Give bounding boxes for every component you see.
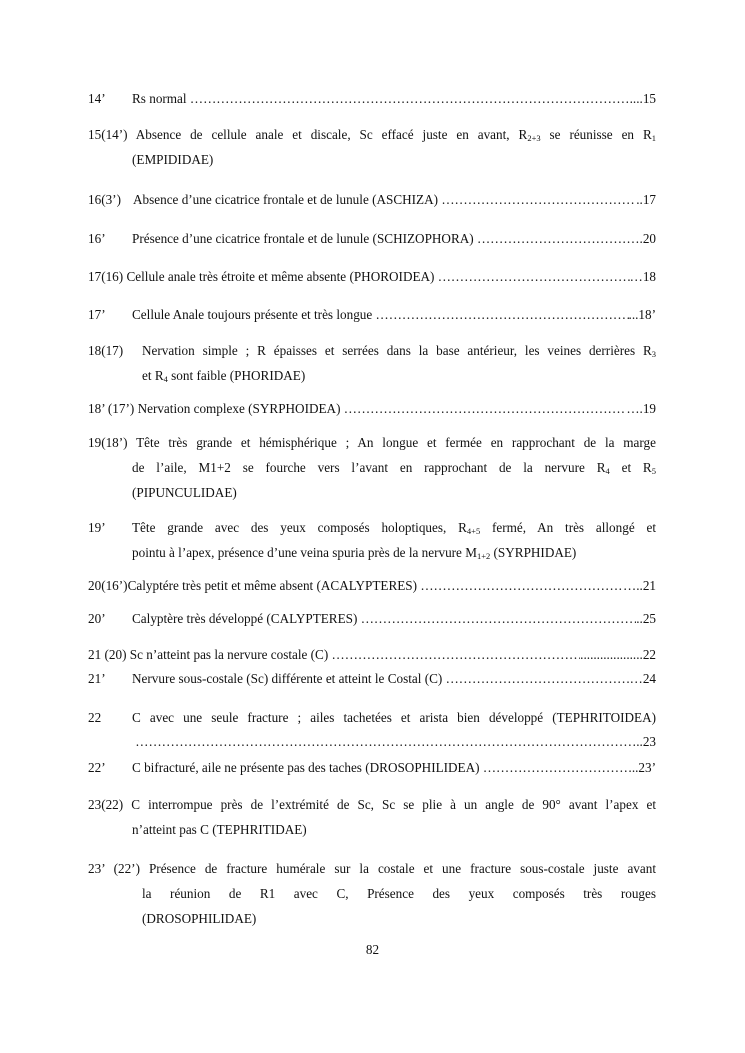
- entry-text: Rs normal: [132, 91, 187, 106]
- key-entry-15: [88, 122, 656, 172]
- key-entry-23: [88, 792, 656, 842]
- entry-number: 21 (20): [88, 647, 127, 662]
- leader-dots: [480, 755, 632, 780]
- entry-text: Tête grande avec des yeux composés holoptiques, R: [132, 520, 467, 535]
- entry-text: fermé, An très allongé et: [480, 520, 656, 535]
- entry-line: [88, 122, 656, 147]
- leader-dots: [417, 573, 623, 598]
- entry-line: [88, 480, 656, 505]
- entry-line: [88, 881, 656, 906]
- leader-dots: [328, 642, 580, 667]
- goto-number: ..23’: [631, 760, 656, 775]
- entry-number: 14’: [88, 91, 106, 106]
- entry-line: [88, 792, 656, 817]
- entry-line: [88, 906, 656, 931]
- goto-number: ..17: [636, 192, 656, 207]
- entry-number: 21’: [88, 671, 106, 686]
- key-entry-16: [88, 187, 656, 212]
- entry-text: la réunion de R1 avec C, Présence des yeux composés très rouges: [142, 886, 656, 901]
- entry-text: Nervure sous-costale (Sc) différente et atteint le Costal (C): [132, 671, 443, 686]
- key-entry-17p: [88, 302, 656, 327]
- entry-text: Sc n’atteint pas la nervure costale (C): [129, 647, 329, 662]
- entry-text: (DROSOPHILIDAE): [142, 911, 257, 926]
- entry-line: [88, 540, 656, 565]
- key-entry-22: [88, 705, 656, 754]
- entry-number: 17’: [88, 307, 106, 322]
- key-entry-19: [88, 430, 656, 505]
- entry-line: [88, 856, 656, 881]
- entry-text: Nervation simple ; R épaisses et serrées dans la base antérieur, les veines derrières R: [142, 343, 652, 358]
- goto-number: …..21: [623, 578, 656, 593]
- leader-dots: [442, 666, 629, 691]
- subscript: 2+3: [527, 133, 541, 143]
- entry-text: Tête très grande et hémisphérique ; An longue et fermée en rapprochant de la marge: [136, 435, 656, 450]
- entry-number: 16’: [88, 231, 106, 246]
- entry-line: [88, 455, 656, 480]
- goto-number: ...................22: [580, 647, 656, 662]
- leader-dots: [340, 396, 626, 421]
- entry-number: 22’: [88, 760, 106, 775]
- goto-number: ..25: [636, 611, 656, 626]
- subscript: 4: [605, 466, 610, 476]
- leader-dots: [474, 226, 627, 251]
- entry-text: de l’aile, M1+2 se fourche vers l’avant en rapprochant de la nervure R: [132, 460, 606, 475]
- leader-dots: [187, 86, 630, 111]
- entry-line: [88, 817, 656, 842]
- entry-number: 18’ (17’): [88, 401, 135, 416]
- entry-text: C interrompue près de l’extrémité de Sc, Sc se plie à un angle de 90° avant l’apex et: [131, 797, 656, 812]
- subscript: 1+2: [476, 551, 491, 561]
- subscript: 4: [163, 374, 168, 384]
- subscript: 4+5: [466, 526, 481, 536]
- entry-text: Cellule Anale toujours présente et très longue: [132, 307, 373, 322]
- entry-line: [88, 363, 656, 388]
- goto-number: ....15: [629, 91, 656, 106]
- entry-text: Présence de fracture humérale sur la costale et une fracture sous-costale juste avant: [148, 861, 656, 876]
- entry-line: [132, 705, 656, 730]
- key-entry-14p: [88, 86, 656, 111]
- entry-text: Absence de cellule anale et discale, Sc effacé juste en avant, R: [135, 127, 528, 142]
- leader-dots: [434, 264, 629, 289]
- key-entry-19p: [88, 515, 656, 565]
- entry-text: et R: [609, 460, 652, 475]
- subscript: 5: [651, 466, 656, 476]
- entry-number: 22: [88, 710, 102, 725]
- leader-dots: [438, 187, 636, 212]
- goto-number: ….19: [626, 401, 656, 416]
- key-entry-23p: [88, 856, 656, 931]
- leader-dots: [132, 730, 636, 754]
- entry-line: [132, 515, 656, 540]
- entry-number: 15(14’): [88, 127, 128, 142]
- entry-text: pointu à l’apex, présence d’une veina spuria près de la nervure M: [132, 545, 477, 560]
- key-entry-18p: [88, 396, 656, 421]
- subscript: 1: [651, 133, 656, 143]
- entry-text: Absence d’une cicatrice frontale et de lunule (ASCHIZA): [133, 192, 439, 207]
- entry-line: [88, 430, 656, 455]
- entry-number: 16(3’): [88, 192, 121, 207]
- goto-number: ...18’: [628, 307, 656, 322]
- entry-text: (PIPUNCULIDAE): [132, 485, 237, 500]
- key-entry-17: [88, 264, 656, 289]
- entry-text: se réunisse en R: [540, 127, 652, 142]
- key-entry-20: [88, 573, 656, 598]
- entry-text: sont faible (PHORIDAE): [167, 368, 306, 383]
- key-entry-21: [88, 642, 656, 667]
- goto-number: ….20: [626, 231, 656, 246]
- key-entry-16p: [88, 226, 656, 251]
- entry-number: 19’: [88, 520, 106, 535]
- subscript: 3: [651, 349, 656, 359]
- entry-text: C avec une seule fracture ; ailes tachetées et arista bien développé (TEPHRITOIDEA): [132, 710, 656, 725]
- page-number: 82: [365, 942, 380, 957]
- entry-text: n’atteint pas C (TEPHRITIDAE): [132, 822, 307, 837]
- entry-number: 23’ (22’): [88, 861, 140, 876]
- key-entry-18: [88, 338, 656, 388]
- entry-text: Calyptère très développé (CALYPTERES): [132, 611, 358, 626]
- goto-number: …18: [629, 269, 656, 284]
- entry-text: (SYRPHIDAE): [490, 545, 577, 560]
- entry-number: 19(18’): [88, 435, 128, 450]
- key-entry-20p: [88, 606, 656, 631]
- entry-number: 18(17): [88, 343, 124, 358]
- entry-text: (EMPIDIDAE): [132, 152, 214, 167]
- entry-text: et R: [142, 368, 164, 383]
- leader-dots: [372, 302, 628, 327]
- entry-number: 20(16’): [88, 578, 128, 593]
- entry-number: 23(22): [88, 797, 124, 812]
- entry-line: [142, 338, 656, 363]
- entry-text: Nervation complexe (SYRPHOIDEA): [137, 401, 341, 416]
- entry-text: Calyptére très petit et même absent (ACALYPTERES): [127, 578, 418, 593]
- entry-line: [88, 147, 656, 172]
- goto-number: …24: [629, 671, 656, 686]
- key-entry-22p: [88, 755, 656, 780]
- entry-number: 20’: [88, 611, 106, 626]
- goto-number: ..23: [636, 734, 656, 749]
- entry-text: Présence d’une cicatrice frontale et de lunule (SCHIZOPHORA): [132, 231, 474, 246]
- key-entry-21p: [88, 666, 656, 691]
- entry-text: Cellule anale très étroite et même absente (PHOROIDEA): [126, 269, 435, 284]
- entry-number: 17(16): [88, 269, 124, 284]
- entry-text: C bifracturé, aile ne présente pas des taches (DROSOPHILIDEA): [132, 760, 480, 775]
- leader-dots: [357, 606, 636, 631]
